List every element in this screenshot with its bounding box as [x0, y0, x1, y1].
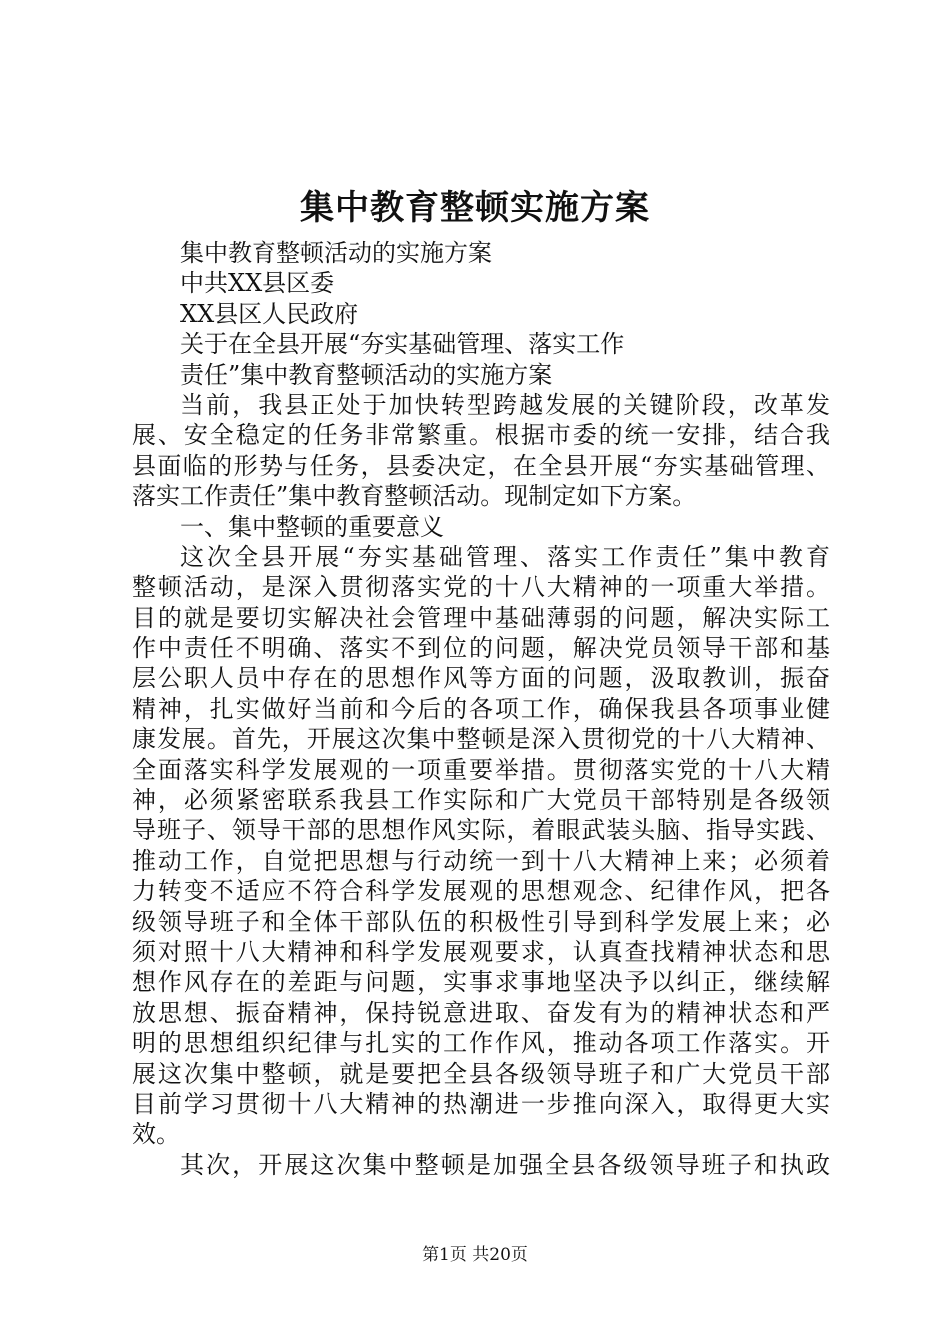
paragraph-line: 级领导班子和全体干部队伍的积极性引导到科学发展上来；必 [132, 907, 830, 936]
paragraph-line: 落实工作责任”集中教育整顿活动。现制定如下方案。 [132, 482, 697, 511]
paragraph-line: XX县区人民政府 [180, 299, 359, 328]
paragraph-line: 效。 [132, 1120, 180, 1149]
paragraph-line: 展、安全稳定的任务非常繁重。根据市委的统一安排，结合我 [132, 421, 830, 450]
document-title: 集中教育整顿实施方案 [300, 188, 650, 228]
paragraph-line: 想作风存在的差距与问题，实事求事地坚决予以纠正，继续解 [132, 968, 830, 997]
paragraph-line: 康发展。首先，开展这次集中整顿是深入贯彻党的十八大精神、 [132, 725, 830, 754]
paragraph-line: 其次，开展这次集中整顿是加强全县各级领导班子和执政 [180, 1150, 830, 1179]
paragraph-line: 须对照十八大精神和科学发展观要求，认真查找精神状态和思 [132, 937, 830, 966]
paragraph-line: 层公职人员中存在的思想作风等方面的问题，汲取教训，振奋 [132, 664, 830, 693]
paragraph-line: 目的就是要切实解决社会管理中基础薄弱的问题，解决实际工 [132, 603, 830, 632]
paragraph-line: 集中教育整顿活动的实施方案 [180, 239, 492, 267]
paragraph-line: 中共XX县区委 [180, 269, 335, 298]
page-footer: 第1页 共20页 [422, 1245, 528, 1265]
paragraph-line: 作中责任不明确、落实不到位的问题，解决党员领导干部和基 [132, 634, 830, 663]
paragraph-line: 责任”集中教育整顿活动的实施方案 [180, 360, 553, 389]
paragraph-line: 神，必须紧密联系我县工作实际和广大党员干部特别是各级领 [132, 786, 830, 815]
paragraph-line: 关于在全县开展“夯实基础管理、落实工作 [180, 330, 625, 359]
paragraph-line: 展这次集中整顿，就是要把全县各级领导班子和广大党员干部 [132, 1059, 830, 1088]
paragraph-line: 全面落实科学发展观的一项重要举措。贯彻落实党的十八大精 [132, 755, 830, 784]
document-body [132, 238, 830, 1180]
paragraph-line: 放思想、振奋精神，保持锐意进取、奋发有为的精神状态和严 [132, 998, 830, 1027]
paragraph-line: 一、集中整顿的重要意义 [180, 512, 444, 541]
paragraph-line: 力转变不适应不符合科学发展观的思想观念、纪律作风，把各 [132, 877, 830, 906]
paragraph-line: 当前，我县正处于加快转型跨越发展的关键阶段，改革发 [180, 390, 830, 419]
paragraph-line: 整顿活动，是深入贯彻落实党的十八大精神的一项重大举措。 [132, 573, 830, 602]
paragraph-line: 精神，扎实做好当前和今后的各项工作，确保我县各项事业健 [132, 694, 830, 723]
paragraph-line: 明的思想组织纪律与扎实的工作作风，推动各项工作落实。开 [132, 1029, 830, 1058]
paragraph-line: 县面临的形势与任务，县委决定，在全县开展“夯实基础管理、 [132, 451, 830, 480]
paragraph-line: 这次全县开展“夯实基础管理、落实工作责任”集中教育 [180, 542, 830, 571]
paragraph-line: 导班子、领导干部的思想作风实际，着眼武装头脑、指导实践、 [132, 816, 830, 845]
paragraph-line: 目前学习贯彻十八大精神的热潮进一步推向深入，取得更大实 [132, 1089, 830, 1118]
paragraph-line: 推动工作，自觉把思想与行动统一到十八大精神上来；必须着 [132, 846, 830, 875]
